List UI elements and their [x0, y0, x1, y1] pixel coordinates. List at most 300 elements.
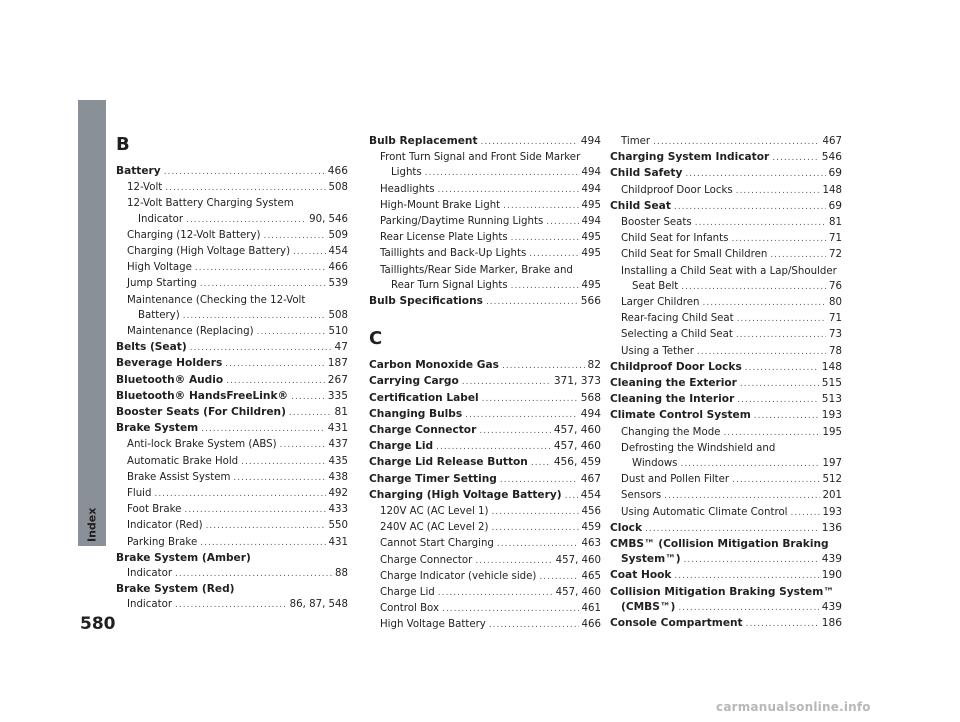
entry-text: Charging (12-Volt Battery) — [127, 229, 261, 241]
index-entry[interactable] — [116, 228, 348, 244]
entry-text: Charging System Indicator — [610, 151, 770, 164]
leader-dots — [226, 374, 325, 389]
entry-text: Bulb Specifications — [369, 295, 483, 308]
entry-text: Changing Bulbs — [369, 407, 463, 420]
index-entry[interactable] — [610, 568, 842, 584]
leader-dots — [293, 245, 326, 260]
leader-dots — [685, 167, 825, 182]
entry-page-ref[interactable]: 457, 460 — [553, 440, 601, 453]
leader-dots — [736, 328, 826, 343]
leader-dots — [746, 617, 819, 632]
entry-page-ref[interactable]: 466 — [328, 262, 348, 274]
index-entry[interactable] — [116, 356, 348, 372]
leader-dots — [200, 536, 325, 551]
index-entry-heading: Collision Mitigation Braking System™ — [610, 585, 834, 598]
entry-page-ref[interactable]: 73 — [829, 329, 842, 341]
entry-text: Charging (High Voltage Battery) — [127, 246, 291, 258]
entry-text: Charge Indicator (vehicle side) — [380, 570, 537, 582]
index-entry[interactable] — [116, 486, 348, 502]
entry-text: Jump Starting — [127, 278, 197, 290]
leader-dots — [511, 231, 579, 246]
entry-page-ref[interactable]: 457, 460 — [555, 587, 601, 599]
entry-page-ref[interactable]: 193 — [821, 409, 842, 422]
leader-dots — [492, 521, 579, 536]
entry-text: High Voltage Battery — [380, 619, 486, 631]
leader-dots — [154, 487, 325, 502]
index-tab-label: Index — [85, 507, 99, 543]
index-entry[interactable] — [116, 260, 348, 276]
entry-text: Cannot Start Charging — [380, 538, 494, 550]
index-entry-heading: Maintenance (Checking the 12-Volt — [127, 294, 306, 306]
entry-text: High-Mount Brake Light — [380, 199, 501, 211]
index-entry[interactable] — [369, 585, 601, 601]
entry-text: Parking Brake — [127, 536, 198, 548]
index-entry[interactable] — [610, 488, 842, 504]
index-entry[interactable] — [610, 344, 842, 360]
index-entry[interactable] — [116, 324, 348, 340]
entry-page-ref[interactable]: 456, 459 — [553, 456, 601, 469]
entry-text: Seat Belt — [632, 280, 679, 292]
index-entry[interactable] — [610, 327, 842, 343]
index-entry[interactable] — [369, 472, 601, 488]
entry-page-ref[interactable]: 495 — [581, 248, 601, 260]
entry-text: Booster Seats — [621, 217, 692, 229]
entry-page-ref[interactable]: 467 — [580, 472, 601, 485]
leader-dots — [531, 456, 551, 471]
leader-dots — [186, 213, 306, 228]
entry-page-ref[interactable]: 457, 460 — [555, 554, 601, 566]
entry-text: Changing the Mode — [621, 426, 721, 438]
index-entry[interactable] — [116, 597, 348, 613]
index-entry[interactable] — [369, 294, 601, 310]
entry-page-ref[interactable]: 568 — [580, 391, 601, 404]
entry-text: High Voltage — [127, 262, 192, 274]
index-entry[interactable] — [369, 407, 601, 423]
entry-page-ref[interactable]: 431 — [328, 536, 348, 548]
entry-text: Rear License Plate Lights — [380, 232, 508, 244]
index-entry[interactable] — [610, 552, 842, 568]
entry-text: Console Compartment — [610, 617, 743, 630]
entry-page-ref[interactable]: 466 — [327, 165, 348, 177]
index-column-2 — [369, 134, 601, 634]
entry-page-ref[interactable]: 508 — [328, 309, 348, 321]
index-entry[interactable] — [116, 373, 348, 389]
leader-dots — [241, 455, 325, 470]
entry-text: Beverage Holders — [116, 357, 223, 370]
leader-dots — [684, 553, 819, 568]
leader-dots — [462, 375, 551, 390]
index-entry[interactable] — [610, 247, 842, 263]
index-entry[interactable] — [610, 166, 842, 182]
leader-dots — [291, 390, 325, 405]
entry-page-ref[interactable]: 71 — [829, 233, 842, 245]
entry-page-ref[interactable]: 509 — [328, 229, 348, 241]
entry-text: Child Seat for Infants — [621, 233, 729, 245]
entry-page-ref[interactable]: 494 — [580, 407, 601, 420]
entry-page-ref[interactable]: 72 — [829, 249, 842, 261]
leader-dots — [436, 440, 551, 455]
index-entry[interactable] — [116, 340, 348, 356]
entry-text: Child Seat — [610, 199, 671, 212]
index-entry[interactable] — [116, 244, 348, 260]
entry-page-ref[interactable]: 190 — [821, 569, 842, 582]
index-entry[interactable] — [610, 472, 842, 488]
entry-page-ref[interactable]: 47 — [334, 341, 348, 354]
entry-page-ref[interactable]: 88 — [335, 568, 348, 580]
entry-page-ref[interactable]: 90, 546 — [309, 213, 348, 225]
index-entry[interactable] — [610, 600, 842, 616]
index-entry[interactable] — [369, 214, 601, 230]
index-entry[interactable] — [610, 150, 842, 166]
leader-dots — [736, 184, 820, 199]
entry-page-ref[interactable]: 495 — [581, 232, 601, 244]
index-entry[interactable] — [610, 183, 842, 199]
entry-text: Indicator — [127, 568, 173, 580]
entry-page-ref[interactable]: 187 — [327, 357, 348, 370]
entry-page-ref[interactable]: 550 — [328, 520, 348, 532]
leader-dots — [681, 280, 826, 295]
index-entry-heading: Taillights/Rear Side Marker, Brake and — [380, 264, 573, 276]
entry-list — [116, 164, 348, 614]
entry-text: Child Safety — [610, 167, 683, 180]
entry-text: Cleaning the Interior — [610, 393, 735, 406]
entry-page-ref[interactable]: 81 — [334, 406, 348, 419]
entry-text: Child Seat for Small Children — [621, 249, 768, 261]
index-entry[interactable] — [610, 311, 842, 327]
entry-text: Larger Children — [621, 297, 700, 309]
leader-dots — [492, 505, 579, 520]
leader-dots — [697, 345, 826, 360]
entry-page-ref[interactable]: 513 — [821, 393, 842, 406]
entry-text: Indicator — [127, 599, 173, 611]
leader-dots — [772, 151, 819, 166]
leader-dots — [500, 473, 578, 488]
entry-text: Booster Seats (For Children) — [116, 406, 286, 419]
index-entry[interactable] — [369, 358, 601, 374]
index-entry[interactable] — [369, 198, 601, 214]
index-side-tab — [78, 100, 106, 546]
entry-page-ref[interactable]: 148 — [821, 360, 842, 373]
entry-text: Charge Lid — [369, 440, 434, 453]
entry-text: Anti-lock Brake System (ABS) — [127, 439, 277, 451]
entry-page-ref[interactable]: 457, 460 — [553, 424, 601, 437]
index-entry[interactable] — [610, 376, 842, 392]
entry-page-ref[interactable]: 69 — [828, 167, 842, 180]
index-entry[interactable] — [610, 616, 842, 632]
entry-text: Charge Timer Setting — [369, 472, 497, 485]
index-entry[interactable] — [116, 276, 348, 292]
index-entry[interactable] — [369, 553, 601, 569]
entry-page-ref[interactable]: 433 — [328, 504, 348, 516]
leader-dots — [503, 199, 578, 214]
entry-page-ref[interactable]: 439 — [821, 600, 842, 613]
leader-dots — [770, 248, 826, 263]
leader-dots — [546, 215, 578, 230]
index-entry[interactable] — [610, 360, 842, 376]
entry-page-ref[interactable]: 76 — [829, 280, 842, 292]
index-entry[interactable] — [116, 389, 348, 405]
entry-page-ref[interactable]: 81 — [829, 217, 842, 229]
index-entry[interactable] — [610, 521, 842, 537]
entry-text: Selecting a Child Seat — [621, 329, 733, 341]
leader-dots — [206, 519, 326, 534]
entry-page-ref[interactable]: 437 — [328, 439, 348, 451]
entry-text: Certification Label — [369, 391, 479, 404]
index-entry-heading: Defrosting the Windshield and — [621, 442, 776, 454]
index-entry[interactable] — [369, 439, 601, 455]
index-entry[interactable] — [610, 295, 842, 311]
entry-page-ref[interactable]: 435 — [328, 455, 348, 467]
entry-page-ref[interactable]: 494 — [581, 167, 601, 179]
index-entry[interactable] — [369, 601, 601, 617]
entry-page-ref[interactable]: 466 — [581, 619, 601, 631]
leader-dots — [233, 471, 325, 486]
entry-page-ref[interactable]: 267 — [327, 373, 348, 386]
entry-page-ref[interactable]: 465 — [581, 570, 601, 582]
index-entry[interactable] — [610, 199, 842, 215]
entry-text: 240V AC (AC Level 2) — [380, 522, 489, 534]
entry-page-ref[interactable]: 71 — [829, 313, 842, 325]
entry-text: Control Box — [380, 603, 440, 615]
index-entry[interactable] — [116, 454, 348, 470]
index-entry[interactable] — [610, 231, 842, 247]
leader-dots — [165, 181, 325, 196]
entry-text: Using Automatic Climate Control — [621, 506, 788, 518]
entry-text: Bulb Replacement — [369, 135, 478, 147]
entry-text: (CMBS™) — [621, 600, 676, 613]
leader-dots — [674, 200, 826, 215]
leader-dots — [486, 295, 578, 310]
entry-page-ref[interactable]: 438 — [328, 471, 348, 483]
index-entry[interactable] — [610, 215, 842, 231]
index-entry[interactable] — [369, 246, 601, 262]
entry-text: Childproof Door Locks — [610, 360, 742, 373]
index-entry[interactable] — [116, 566, 348, 582]
entry-page-ref[interactable]: 512 — [822, 474, 842, 486]
entry-text: Rear-facing Child Seat — [621, 313, 734, 325]
entry-text: Fluid — [127, 488, 152, 500]
index-entry[interactable] — [116, 502, 348, 518]
entry-page-ref[interactable]: 454 — [580, 488, 601, 501]
entry-page-ref[interactable]: 454 — [328, 246, 348, 258]
leader-dots — [201, 422, 325, 437]
index-entry[interactable] — [610, 456, 842, 472]
leader-dots — [497, 537, 579, 552]
leader-dots — [645, 522, 819, 537]
index-entry[interactable] — [116, 437, 348, 453]
entry-text: Foot Brake — [127, 504, 182, 516]
index-entry[interactable] — [610, 279, 842, 295]
index-entry[interactable] — [369, 165, 601, 181]
entry-page-ref[interactable]: 456 — [581, 506, 601, 518]
index-entry[interactable] — [369, 391, 601, 407]
index-column-3 — [610, 134, 842, 632]
leader-dots — [678, 601, 818, 616]
entry-text: Maintenance (Replacing) — [127, 326, 254, 338]
index-entry[interactable] — [369, 374, 601, 390]
index-entry[interactable] — [116, 180, 348, 196]
leader-dots — [653, 135, 819, 150]
entry-text: 12-Volt — [127, 182, 163, 194]
leader-dots — [175, 598, 287, 613]
entry-text: Rear Turn Signal Lights — [391, 279, 508, 291]
leader-dots — [263, 229, 325, 244]
entry-page-ref[interactable]: 539 — [328, 278, 348, 290]
leader-dots — [737, 312, 826, 327]
entry-page-ref[interactable]: 78 — [829, 345, 842, 357]
entry-text: Indicator (Red) — [127, 520, 203, 532]
leader-dots — [664, 489, 819, 504]
entry-page-ref[interactable]: 136 — [821, 521, 842, 534]
entry-text: Dust and Pollen Filter — [621, 474, 730, 486]
entry-text: Charge Connector — [369, 424, 477, 437]
leader-dots — [731, 232, 826, 247]
leader-dots — [502, 359, 585, 374]
watermark: carmanualsonline.info — [716, 700, 871, 714]
index-entry[interactable] — [369, 423, 601, 439]
index-entry[interactable] — [116, 518, 348, 534]
index-entry-heading: Installing a Child Seat with a Lap/Shoulder — [621, 265, 837, 277]
entry-page-ref[interactable]: 201 — [822, 490, 842, 502]
entry-text: Headlights — [380, 183, 435, 195]
index-entry[interactable] — [369, 617, 601, 633]
entry-page-ref[interactable]: 461 — [581, 603, 601, 615]
leader-dots — [511, 279, 579, 294]
entry-text: Carbon Monoxide Gas — [369, 359, 499, 372]
index-entry[interactable] — [369, 134, 601, 150]
leader-dots — [529, 247, 578, 262]
index-entry-heading: Front Turn Signal and Front Side Marker — [380, 152, 581, 164]
index-entry[interactable] — [610, 425, 842, 441]
entry-page-ref[interactable]: 371, 373 — [553, 375, 601, 388]
index-entry[interactable] — [610, 134, 842, 150]
leader-dots — [183, 309, 326, 324]
index-entry[interactable] — [369, 520, 601, 536]
index-entry[interactable] — [116, 421, 348, 437]
entry-text: Belts (Seat) — [116, 341, 187, 354]
entry-page-ref[interactable]: 195 — [822, 426, 842, 438]
entry-page-ref[interactable]: 197 — [822, 458, 842, 470]
leader-dots — [680, 457, 819, 472]
entry-page-ref[interactable]: 492 — [328, 488, 348, 500]
entry-page-ref[interactable]: 494 — [581, 183, 601, 195]
leader-dots — [195, 261, 326, 276]
index-entry[interactable] — [369, 569, 601, 585]
entry-page-ref[interactable]: 494 — [580, 135, 601, 147]
entry-page-ref[interactable]: 546 — [821, 151, 842, 164]
leader-dots — [438, 183, 579, 198]
entry-page-ref[interactable]: 148 — [822, 184, 842, 196]
entry-page-ref[interactable]: 335 — [327, 389, 348, 402]
index-entry[interactable] — [369, 536, 601, 552]
leader-dots — [482, 392, 578, 407]
entry-text: Childproof Door Locks — [621, 184, 733, 196]
index-entry-heading: Brake System (Amber) — [116, 551, 251, 564]
entry-page-ref[interactable]: 494 — [581, 216, 601, 228]
index-entry[interactable] — [610, 392, 842, 408]
entry-text: Clock — [610, 521, 643, 534]
entry-page-ref[interactable]: 86, 87, 548 — [289, 599, 348, 611]
entry-list — [369, 134, 601, 310]
entry-page-ref[interactable]: 82 — [587, 359, 601, 372]
index-entry[interactable] — [369, 504, 601, 520]
entry-page-ref[interactable]: 510 — [328, 326, 348, 338]
index-entry[interactable] — [116, 405, 348, 421]
leader-dots — [791, 506, 820, 521]
entry-list — [610, 134, 842, 632]
index-entry-heading: 12-Volt Battery Charging System — [127, 198, 294, 210]
leader-dots — [175, 567, 332, 582]
entry-page-ref[interactable]: 186 — [821, 617, 842, 630]
index-entry[interactable] — [369, 278, 601, 294]
entry-text: Brake Assist System — [127, 471, 231, 483]
entry-page-ref[interactable]: 439 — [821, 553, 842, 566]
entry-page-ref[interactable]: 508 — [328, 182, 348, 194]
index-entry[interactable] — [116, 164, 348, 180]
leader-dots — [200, 277, 326, 292]
index-entry[interactable] — [610, 408, 842, 424]
index-entry[interactable] — [369, 488, 601, 504]
entry-text: Windows — [632, 458, 678, 470]
index-entry-heading: CMBS™ (Collision Mitigation Braking — [610, 538, 829, 551]
leader-dots — [754, 409, 819, 424]
entry-page-ref[interactable]: 459 — [581, 522, 601, 534]
index-entry[interactable] — [116, 535, 348, 551]
entry-page-ref[interactable]: 463 — [581, 538, 601, 550]
index-entry[interactable] — [369, 230, 601, 246]
index-entry[interactable] — [116, 308, 348, 324]
leader-dots — [442, 602, 579, 617]
leader-dots — [475, 554, 552, 569]
entry-page-ref[interactable]: 495 — [581, 199, 601, 211]
entry-page-ref[interactable]: 193 — [822, 506, 842, 518]
entry-page-ref[interactable]: 495 — [581, 279, 601, 291]
section-letter: B — [116, 134, 130, 155]
entry-text: Brake System — [116, 422, 199, 435]
leader-dots — [732, 473, 819, 488]
entry-text: Climate Control System — [610, 409, 751, 422]
entry-page-ref[interactable]: 515 — [821, 377, 842, 390]
index-entry[interactable] — [116, 212, 348, 228]
entry-list — [369, 358, 601, 633]
entry-page-ref[interactable]: 431 — [327, 422, 348, 435]
entry-text: Charge Lid — [380, 587, 435, 599]
leader-dots — [225, 357, 325, 372]
entry-page-ref[interactable]: 566 — [580, 295, 601, 308]
index-entry[interactable] — [369, 182, 601, 198]
entry-text: Indicator — [138, 213, 184, 225]
leader-dots — [565, 489, 578, 504]
entry-text: 120V AC (AC Level 1) — [380, 506, 489, 518]
entry-text: Sensors — [621, 490, 662, 502]
index-entry[interactable] — [369, 455, 601, 471]
index-entry[interactable] — [116, 470, 348, 486]
leader-dots — [289, 406, 332, 421]
leader-dots — [489, 618, 579, 633]
leader-dots — [425, 166, 579, 181]
entry-text: Cleaning the Exterior — [610, 377, 737, 390]
entry-page-ref[interactable]: 80 — [829, 297, 842, 309]
entry-text: Bluetooth® HandsFreeLink® — [116, 389, 289, 402]
index-entry[interactable] — [610, 505, 842, 521]
leader-dots — [674, 569, 818, 584]
entry-text: Charge Lid Release Button — [369, 456, 528, 469]
entry-text: Timer — [621, 136, 651, 147]
entry-page-ref[interactable]: 467 — [822, 136, 842, 147]
entry-page-ref[interactable]: 69 — [828, 199, 842, 212]
leader-dots — [479, 424, 550, 439]
leader-dots — [164, 165, 325, 180]
